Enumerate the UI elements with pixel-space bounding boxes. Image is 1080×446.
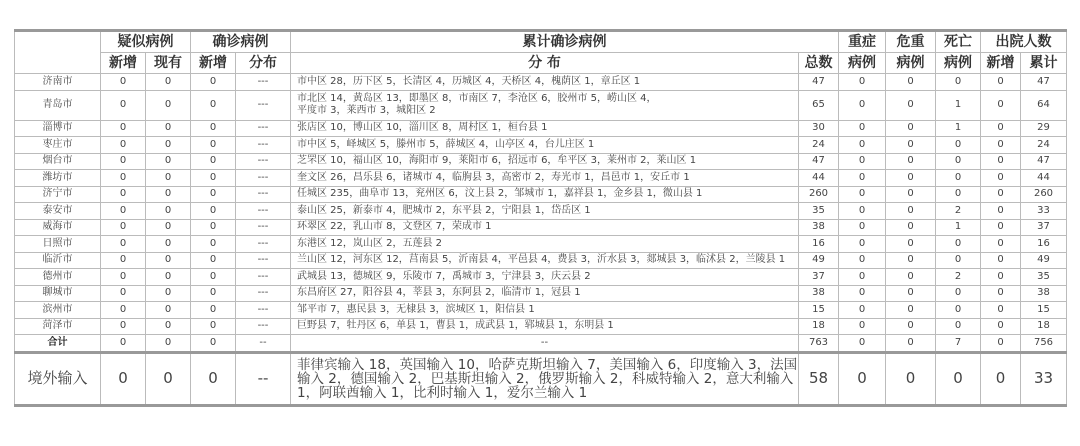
cell-d-cum: 47: [1021, 74, 1067, 91]
covid-case-table: [14, 29, 1067, 407]
cell-d-cum: 49: [1021, 252, 1067, 269]
cell-d-cum: 16: [1021, 236, 1067, 253]
cell-severe: 0: [839, 153, 886, 170]
confirmed-new-header: 新增: [191, 53, 236, 74]
cell-s-new: 0: [101, 74, 146, 91]
cell-d-new: 0: [981, 285, 1021, 302]
cell-s-new: 0: [101, 90, 146, 120]
cell-city: 济宁市: [15, 186, 101, 203]
cell-d-new: 0: [981, 335, 1021, 353]
table-row: [15, 137, 1067, 154]
cell-city: 日照市: [15, 236, 101, 253]
cell-d-new: 0: [981, 302, 1021, 319]
table-row: [15, 352, 1067, 405]
cell-death: 0: [936, 170, 981, 187]
cell-c-dist: ---: [236, 318, 291, 335]
cell-d-new: 0: [981, 153, 1021, 170]
cell-death: 0: [936, 252, 981, 269]
discharged-header: 出院人数: [981, 31, 1067, 53]
cell-severe: 0: [839, 74, 886, 91]
cell-s-new: 0: [101, 137, 146, 154]
cell-c-new: 0: [191, 219, 236, 236]
cell-severe: 0: [839, 219, 886, 236]
cell-severe: 0: [839, 236, 886, 253]
cell-c-dist: ---: [236, 120, 291, 137]
cell-s-cur: 0: [146, 120, 191, 137]
cell-s-cur: 0: [146, 203, 191, 220]
cell-death: 0: [936, 74, 981, 91]
cell-s-new: 0: [101, 269, 146, 286]
severe-header-2: 病例: [839, 53, 886, 74]
cell-dist: 泰山区 25，新泰市 4，肥城市 2，东平县 2，宁阳县 1，岱岳区 1: [291, 203, 799, 220]
cell-d-cum: 44: [1021, 170, 1067, 187]
cell-death: 0: [936, 302, 981, 319]
cell-total: 44: [799, 170, 839, 187]
cell-s-new: 0: [101, 120, 146, 137]
cell-d-cum: 260: [1021, 186, 1067, 203]
cumulative-distribution-header: 分 布: [291, 53, 799, 74]
cumulative-header: 累计确诊病例: [291, 31, 839, 53]
table-row: [15, 219, 1067, 236]
cell-d-cum: 64: [1021, 90, 1067, 120]
cell-c-dist: ---: [236, 252, 291, 269]
cell-c-dist: ---: [236, 90, 291, 120]
cell-city: 潍坊市: [15, 170, 101, 187]
cell-d-new: 0: [981, 120, 1021, 137]
cell-s-new: 0: [101, 186, 146, 203]
cell-city: 临沂市: [15, 252, 101, 269]
cell-s-cur: 0: [146, 137, 191, 154]
cell-total: 16: [799, 236, 839, 253]
critical-header: 危重: [886, 31, 936, 53]
death-header-2: 病例: [936, 53, 981, 74]
cell-dist: 东港区 12，岚山区 2，五莲县 2: [291, 236, 799, 253]
cell-city: 威海市: [15, 219, 101, 236]
cell-city: 青岛市: [15, 90, 101, 120]
cell-c-new: 0: [191, 252, 236, 269]
cell-death: 1: [936, 120, 981, 137]
table-row: [15, 335, 1067, 353]
cell-d-new: 0: [981, 352, 1021, 405]
cell-dist: 任城区 235，曲阜市 13，兖州区 6，汶上县 2，邹城市 1，嘉祥县 1，金乡县 1，微山县 1: [291, 186, 799, 203]
cell-critical: 0: [886, 186, 936, 203]
cell-c-dist: ---: [236, 74, 291, 91]
cell-dist: 环翠区 22，乳山市 8，文登区 7，荣成市 1: [291, 219, 799, 236]
city-header: [15, 31, 101, 74]
cell-s-cur: 0: [146, 318, 191, 335]
cell-s-new: 0: [101, 335, 146, 353]
cell-d-new: 0: [981, 170, 1021, 187]
cell-severe: 0: [839, 170, 886, 187]
cell-severe: 0: [839, 302, 886, 319]
cell-dist: 巨野县 7，牡丹区 6，单县 1，曹县 1，成武县 1，郓城县 1，东明县 1: [291, 318, 799, 335]
cell-c-dist: --: [236, 352, 291, 405]
cell-total: 763: [799, 335, 839, 353]
table-row: [15, 120, 1067, 137]
cell-severe: 0: [839, 318, 886, 335]
table-row: [15, 252, 1067, 269]
cell-c-new: 0: [191, 285, 236, 302]
discharged-cumulative-header: 累计: [1021, 53, 1067, 74]
cell-c-new: 0: [191, 269, 236, 286]
cell-c-new: 0: [191, 90, 236, 120]
cell-d-new: 0: [981, 252, 1021, 269]
cell-s-cur: 0: [146, 252, 191, 269]
cell-severe: 0: [839, 137, 886, 154]
cell-city: 泰安市: [15, 203, 101, 220]
cell-s-new: 0: [101, 352, 146, 405]
cell-s-new: 0: [101, 170, 146, 187]
cell-s-new: 0: [101, 236, 146, 253]
table-row: [15, 236, 1067, 253]
cell-c-new: 0: [191, 137, 236, 154]
cell-d-new: 0: [981, 219, 1021, 236]
cell-critical: 0: [886, 170, 936, 187]
cell-dist: --: [291, 335, 799, 353]
cell-s-new: 0: [101, 203, 146, 220]
cell-d-new: 0: [981, 90, 1021, 120]
cell-c-new: 0: [191, 302, 236, 319]
cell-death: 1: [936, 219, 981, 236]
cell-critical: 0: [886, 219, 936, 236]
cell-c-new: 0: [191, 203, 236, 220]
cell-total: 58: [799, 352, 839, 405]
table-row: [15, 285, 1067, 302]
cell-c-new: 0: [191, 120, 236, 137]
cell-s-new: 0: [101, 285, 146, 302]
cell-dist: 菲律宾输入 18，英国输入 10，哈萨克斯坦输入 7，美国输入 6，印度输入 3，法国输入 2，德国输入 2，巴基斯坦输入 2，俄罗斯输入 2，科威特输入 2，意大利输入 1，阿联酋输入 1，比利时输入 1，爱尔兰输入 1: [291, 352, 799, 405]
cell-s-cur: 0: [146, 285, 191, 302]
cell-severe: 0: [839, 335, 886, 353]
cell-city: 滨州市: [15, 302, 101, 319]
cell-critical: 0: [886, 120, 936, 137]
cell-c-dist: --: [236, 335, 291, 353]
cell-c-dist: ---: [236, 186, 291, 203]
cell-death: 0: [936, 186, 981, 203]
cell-total: 37: [799, 269, 839, 286]
cell-d-new: 0: [981, 318, 1021, 335]
cell-city: 德州市: [15, 269, 101, 286]
cell-s-new: 0: [101, 219, 146, 236]
cell-d-cum: 33: [1021, 352, 1067, 405]
table-row: [15, 203, 1067, 220]
cell-city: 枣庄市: [15, 137, 101, 154]
cell-total: 49: [799, 252, 839, 269]
cell-critical: 0: [886, 335, 936, 353]
cell-critical: 0: [886, 318, 936, 335]
table-row: [15, 153, 1067, 170]
cell-total: 260: [799, 186, 839, 203]
suspected-existing-header: 现有: [146, 53, 191, 74]
cell-dist: 兰山区 12，河东区 12，莒南县 5，沂南县 4，平邑县 4，费县 3，沂水县 3，郯城县 3，临沭县 2，兰陵县 1: [291, 252, 799, 269]
cell-c-new: 0: [191, 186, 236, 203]
confirmed-header: 确诊病例: [191, 31, 291, 53]
table-row: [15, 302, 1067, 319]
cell-d-cum: 756: [1021, 335, 1067, 353]
cell-c-dist: ---: [236, 153, 291, 170]
cell-d-new: 0: [981, 74, 1021, 91]
cell-death: 0: [936, 318, 981, 335]
cell-death: 0: [936, 352, 981, 405]
cell-total: 18: [799, 318, 839, 335]
cell-s-cur: 0: [146, 153, 191, 170]
cell-severe: 0: [839, 186, 886, 203]
death-header: 死亡: [936, 31, 981, 53]
cell-s-cur: 0: [146, 219, 191, 236]
cell-s-cur: 0: [146, 170, 191, 187]
cell-c-new: 0: [191, 352, 236, 405]
severe-header: 重症: [839, 31, 886, 53]
cell-c-dist: ---: [236, 269, 291, 286]
table-row: [15, 318, 1067, 335]
cell-dist: 奎文区 26，昌乐县 6，诸城市 4，临朐县 3，高密市 2，寿光市 1，昌邑市 1，安丘市 1: [291, 170, 799, 187]
cell-s-cur: 0: [146, 335, 191, 353]
cell-critical: 0: [886, 137, 936, 154]
cell-severe: 0: [839, 269, 886, 286]
cell-d-new: 0: [981, 137, 1021, 154]
cell-c-dist: ---: [236, 137, 291, 154]
cell-critical: 0: [886, 285, 936, 302]
cell-city: 淄博市: [15, 120, 101, 137]
cell-d-cum: 18: [1021, 318, 1067, 335]
cell-critical: 0: [886, 236, 936, 253]
suspected-header: 疑似病例: [101, 31, 191, 53]
cell-dist: 市中区 5，峄城区 5，滕州市 5，薛城区 4，山亭区 4，台儿庄区 1: [291, 137, 799, 154]
table-row: [15, 74, 1067, 91]
cell-critical: 0: [886, 352, 936, 405]
cell-c-dist: ---: [236, 236, 291, 253]
discharged-new-header: 新增: [981, 53, 1021, 74]
cell-c-dist: ---: [236, 203, 291, 220]
table-row: [15, 170, 1067, 187]
critical-header-2: 病例: [886, 53, 936, 74]
cell-critical: 0: [886, 203, 936, 220]
cell-s-new: 0: [101, 153, 146, 170]
cell-death: 0: [936, 285, 981, 302]
cell-dist: 市北区 14，黄岛区 13，即墨区 8，市南区 7，李沧区 6，胶州市 5，崂山区 4， 平度市 3，莱西市 3，城阳区 2: [291, 90, 799, 120]
cell-total: 30: [799, 120, 839, 137]
cell-s-cur: 0: [146, 352, 191, 405]
cell-severe: 0: [839, 352, 886, 405]
cell-c-dist: ---: [236, 285, 291, 302]
cell-severe: 0: [839, 252, 886, 269]
cell-total: 15: [799, 302, 839, 319]
cell-city: 聊城市: [15, 285, 101, 302]
cell-s-new: 0: [101, 318, 146, 335]
cell-death: 2: [936, 269, 981, 286]
cell-death: 7: [936, 335, 981, 353]
table-row: [15, 269, 1067, 286]
cell-death: 2: [936, 203, 981, 220]
cell-total: 38: [799, 219, 839, 236]
cell-d-cum: 29: [1021, 120, 1067, 137]
cell-d-cum: 15: [1021, 302, 1067, 319]
cell-dist: 武城县 13，德城区 9，乐陵市 7，禹城市 3，宁津县 3，庆云县 2: [291, 269, 799, 286]
cell-death: 1: [936, 90, 981, 120]
table-row: [15, 90, 1067, 120]
cell-total: 35: [799, 203, 839, 220]
cell-d-cum: 38: [1021, 285, 1067, 302]
cell-critical: 0: [886, 74, 936, 91]
cell-death: 0: [936, 153, 981, 170]
cell-total: 65: [799, 90, 839, 120]
cell-d-new: 0: [981, 203, 1021, 220]
cell-c-dist: ---: [236, 170, 291, 187]
cell-critical: 0: [886, 153, 936, 170]
cell-critical: 0: [886, 269, 936, 286]
confirmed-distribution-header: 分布: [236, 53, 291, 74]
cell-s-cur: 0: [146, 186, 191, 203]
cell-c-new: 0: [191, 170, 236, 187]
cell-c-dist: ---: [236, 302, 291, 319]
cell-c-new: 0: [191, 335, 236, 353]
cell-severe: 0: [839, 120, 886, 137]
cell-death: 0: [936, 137, 981, 154]
cell-s-new: 0: [101, 252, 146, 269]
cell-dist: 芝罘区 10，福山区 10，海阳市 9，莱阳市 6，招远市 6，牟平区 3，莱州市 2，莱山区 1: [291, 153, 799, 170]
cell-s-cur: 0: [146, 90, 191, 120]
cell-d-cum: 24: [1021, 137, 1067, 154]
cell-s-cur: 0: [146, 269, 191, 286]
cell-total: 47: [799, 74, 839, 91]
cell-critical: 0: [886, 252, 936, 269]
cell-city: 菏泽市: [15, 318, 101, 335]
cell-dist: 东昌府区 27，阳谷县 4，莘县 3，东阿县 2，临清市 1，冠县 1: [291, 285, 799, 302]
cell-dist: 市中区 28，历下区 5，长清区 4，历城区 4，天桥区 4，槐荫区 1，章丘区 1: [291, 74, 799, 91]
cell-s-cur: 0: [146, 74, 191, 91]
cell-severe: 0: [839, 203, 886, 220]
cell-total: 24: [799, 137, 839, 154]
cell-s-new: 0: [101, 302, 146, 319]
cell-c-new: 0: [191, 236, 236, 253]
cell-d-cum: 47: [1021, 153, 1067, 170]
cell-total: 38: [799, 285, 839, 302]
cell-critical: 0: [886, 90, 936, 120]
cell-c-new: 0: [191, 153, 236, 170]
cell-c-dist: ---: [236, 219, 291, 236]
cell-s-cur: 0: [146, 302, 191, 319]
cell-dist: 邹平市 7，惠民县 3，无棣县 3，滨城区 1，阳信县 1: [291, 302, 799, 319]
cell-c-new: 0: [191, 318, 236, 335]
suspected-new-header: 新增: [101, 53, 146, 74]
cell-d-new: 0: [981, 236, 1021, 253]
cell-d-new: 0: [981, 186, 1021, 203]
cell-d-cum: 37: [1021, 219, 1067, 236]
cell-severe: 0: [839, 285, 886, 302]
cell-c-new: 0: [191, 74, 236, 91]
cell-city: 境外输入: [15, 352, 101, 405]
cell-d-cum: 35: [1021, 269, 1067, 286]
cell-dist: 张店区 10，博山区 10，淄川区 8，周村区 1，桓台县 1: [291, 120, 799, 137]
cell-death: 0: [936, 236, 981, 253]
cell-severe: 0: [839, 90, 886, 120]
cell-city: 合计: [15, 335, 101, 353]
cell-total: 47: [799, 153, 839, 170]
table-row: [15, 186, 1067, 203]
cell-s-cur: 0: [146, 236, 191, 253]
cell-city: 烟台市: [15, 153, 101, 170]
cell-d-new: 0: [981, 269, 1021, 286]
cell-critical: 0: [886, 302, 936, 319]
cell-city: 济南市: [15, 74, 101, 91]
cell-d-cum: 33: [1021, 203, 1067, 220]
cumulative-total-header: 总数: [799, 53, 839, 74]
